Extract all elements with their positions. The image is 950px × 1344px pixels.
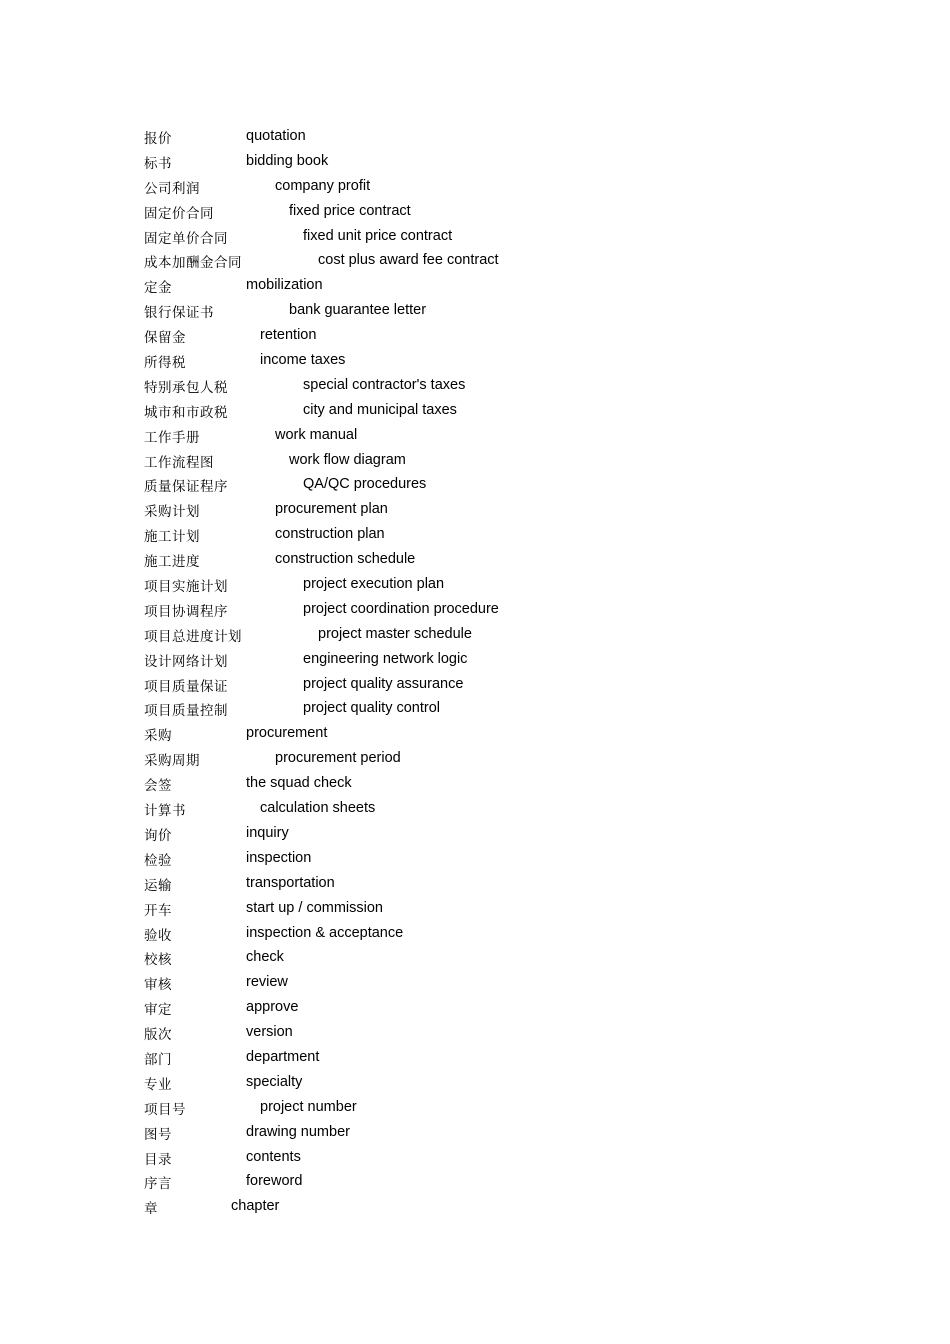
chinese-term: 专业	[144, 1076, 172, 1093]
chinese-term: 审定	[144, 1002, 172, 1019]
glossary-entry	[144, 423, 844, 448]
english-term: procurement	[246, 725, 328, 742]
glossary-entry	[144, 174, 844, 199]
glossary-entry	[144, 1120, 844, 1145]
chinese-term: 固定价合同	[144, 205, 214, 222]
chinese-term: 所得税	[144, 355, 186, 372]
english-term: specialty	[246, 1073, 303, 1090]
chinese-term: 部门	[144, 1051, 172, 1068]
glossary-entry	[144, 149, 844, 174]
chinese-term: 报价	[144, 131, 172, 147]
english-term: project quality control	[303, 700, 441, 717]
english-term: project master schedule	[318, 625, 472, 642]
glossary-entry	[144, 746, 844, 771]
glossary-entry	[144, 871, 844, 896]
glossary-entry	[144, 995, 844, 1020]
english-term: calculation sheets	[260, 800, 376, 817]
english-term: work flow diagram	[289, 451, 406, 468]
glossary-entry	[144, 672, 844, 697]
glossary-entry	[144, 771, 844, 796]
chinese-term: 工作手册	[144, 429, 200, 446]
english-term: transportation	[246, 874, 335, 891]
chinese-term: 定金	[144, 280, 172, 297]
glossary-entry	[144, 199, 844, 224]
chinese-term: 项目质量保证	[144, 678, 228, 695]
chinese-term: 成本加酬金合同	[144, 255, 242, 272]
glossary-entry	[144, 896, 844, 921]
glossary-entry	[144, 124, 844, 149]
glossary-entry	[144, 647, 844, 672]
glossary-entry	[144, 224, 844, 249]
glossary-entry	[144, 622, 844, 647]
glossary-entry	[144, 472, 844, 497]
chinese-term: 图号	[144, 1126, 172, 1143]
chinese-term: 版次	[144, 1027, 172, 1044]
glossary-entry	[144, 398, 844, 423]
glossary-entry	[144, 1045, 844, 1070]
chinese-term: 章	[144, 1201, 158, 1218]
glossary-entry	[144, 597, 844, 622]
english-term: project number	[260, 1098, 357, 1115]
chinese-term: 项目协调程序	[144, 603, 228, 620]
chinese-term: 公司利润	[144, 180, 200, 197]
glossary-entry	[144, 298, 844, 323]
glossary-entry	[144, 921, 844, 946]
glossary-entry	[144, 1194, 844, 1219]
chinese-term: 采购计划	[144, 504, 200, 521]
chinese-term: 校核	[144, 952, 172, 969]
english-term: inquiry	[246, 824, 289, 841]
glossary-entry	[144, 572, 844, 597]
english-term: quotation	[246, 128, 306, 144]
english-term: construction plan	[275, 526, 385, 543]
glossary-entry	[144, 547, 844, 572]
english-term: version	[246, 1024, 293, 1041]
chinese-term: 项目实施计划	[144, 579, 228, 596]
glossary-entry	[144, 846, 844, 871]
chinese-term: 检验	[144, 852, 172, 869]
chinese-term: 施工计划	[144, 529, 200, 546]
english-term: contents	[246, 1148, 301, 1165]
english-term: project quality assurance	[303, 675, 464, 692]
chinese-term: 运输	[144, 877, 172, 894]
english-term: special contractor's taxes	[303, 376, 466, 393]
glossary-entry	[144, 1020, 844, 1045]
chinese-term: 开车	[144, 902, 172, 919]
chinese-term: 询价	[144, 827, 172, 844]
english-term: project execution plan	[303, 576, 445, 593]
glossary-entry	[144, 1095, 844, 1120]
english-term: engineering network logic	[303, 650, 468, 667]
chinese-term: 目录	[144, 1151, 172, 1168]
chinese-term: 标书	[144, 155, 172, 172]
english-term: procurement plan	[275, 501, 388, 518]
glossary-entry	[144, 323, 844, 348]
glossary-entry	[144, 248, 844, 273]
chinese-term: 序言	[144, 1176, 172, 1193]
glossary-entry	[144, 696, 844, 721]
glossary-entry	[144, 970, 844, 995]
glossary-entry	[144, 1070, 844, 1095]
chinese-term: 验收	[144, 927, 172, 944]
chinese-term: 项目总进度计划	[144, 628, 242, 645]
english-term: retention	[260, 327, 317, 344]
english-term: work manual	[275, 426, 358, 443]
chinese-term: 特别承包人税	[144, 379, 228, 396]
english-term: check	[246, 949, 284, 966]
english-term: department	[246, 1048, 320, 1065]
english-term: income taxes	[260, 352, 346, 369]
english-term: drawing number	[246, 1123, 350, 1140]
glossary-entry	[144, 448, 844, 473]
chinese-term: 采购	[144, 728, 172, 745]
english-term: review	[246, 974, 288, 991]
english-term: approve	[246, 999, 299, 1016]
english-term: foreword	[246, 1173, 303, 1190]
english-term: QA/QC procedures	[303, 476, 427, 493]
english-term: start up / commission	[246, 899, 383, 916]
english-term: chapter	[231, 1198, 280, 1215]
english-term: inspection & acceptance	[246, 924, 404, 941]
glossary-entry	[144, 945, 844, 970]
chinese-term: 采购周期	[144, 753, 200, 770]
glossary-entry	[144, 721, 844, 746]
chinese-term: 固定单价合同	[144, 230, 228, 247]
glossary-entry	[144, 821, 844, 846]
chinese-term: 审核	[144, 977, 172, 994]
glossary-entry	[144, 1169, 844, 1194]
chinese-term: 城市和市政税	[144, 404, 228, 421]
chinese-term: 工作流程图	[144, 454, 214, 471]
chinese-term: 会签	[144, 778, 172, 795]
chinese-term: 项目质量控制	[144, 703, 228, 720]
glossary-entry	[144, 796, 844, 821]
glossary-list	[144, 124, 844, 1219]
chinese-term: 计算书	[144, 803, 186, 820]
english-term: city and municipal taxes	[303, 401, 457, 418]
glossary-entry	[144, 348, 844, 373]
english-term: inspection	[246, 849, 312, 866]
glossary-entry	[144, 273, 844, 298]
english-term: company profit	[275, 177, 371, 194]
english-term: mobilization	[246, 277, 323, 294]
english-term: bidding book	[246, 152, 329, 169]
chinese-term: 设计网络计划	[144, 653, 228, 670]
english-term: bank guarantee letter	[289, 302, 427, 319]
glossary-entry	[144, 522, 844, 547]
chinese-term: 施工进度	[144, 554, 200, 571]
glossary-entry	[144, 497, 844, 522]
chinese-term: 银行保证书	[144, 305, 214, 322]
chinese-term: 项目号	[144, 1101, 186, 1118]
english-term: procurement period	[275, 750, 401, 767]
english-term: the squad check	[246, 775, 352, 792]
chinese-term: 质量保证程序	[144, 479, 228, 496]
english-term: fixed price contract	[289, 202, 411, 219]
glossary-entry	[144, 373, 844, 398]
glossary-entry	[144, 1145, 844, 1170]
english-term: construction schedule	[275, 551, 416, 568]
english-term: fixed unit price contract	[303, 227, 453, 244]
chinese-term: 保留金	[144, 330, 186, 347]
english-term: project coordination procedure	[303, 600, 499, 617]
english-term: cost plus award fee contract	[318, 252, 499, 269]
